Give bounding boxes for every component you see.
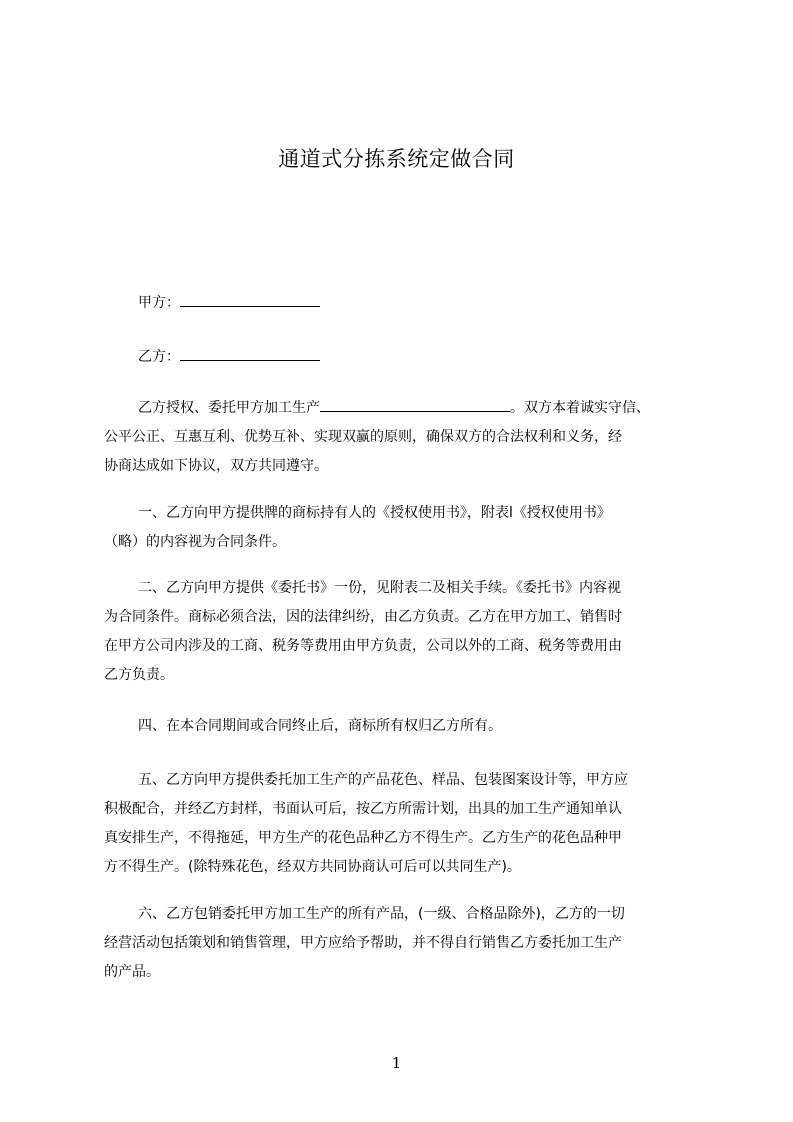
party-b-line [138, 346, 320, 366]
intro-line: 公平公正、互惠互利、优势互补、实现双赢的原则，确保双方的合法权利和义务，经 [104, 429, 622, 445]
clause-4 [104, 712, 694, 741]
clause-line: （略）的内容视为合同条件。 [104, 534, 286, 550]
document-title: 通道式分拣系统定做合同 [278, 147, 515, 171]
clause-line: 积极配合，并经乙方封样，书面认可后，按乙方所需计划，出具的加工生产通知单认 [104, 801, 622, 817]
intro-line1-post: 。双方本着诚实守信、 [510, 400, 650, 416]
clause-line: 为合同条件。商标必须合法，因的法律纠纷，由乙方负责。乙方在甲方加工、销售时 [104, 609, 622, 625]
clause-line: 一、乙方向甲方提供牌的商标持有人的《授权使用书》，附表l《授权使用书》 [138, 505, 611, 521]
clause-2 [104, 574, 694, 690]
party-b-blank [180, 348, 320, 361]
intro-paragraph [104, 394, 694, 481]
party-a-label: 甲方： [138, 295, 180, 311]
product-blank [320, 399, 510, 412]
clause-line: 二、乙方向甲方提供《委托书》一份，见附表二及相关手续。《委托书》内容视 [138, 580, 621, 596]
party-a-line [138, 292, 320, 312]
clause-line: 经营活动包括策划和销售管理，甲方应给予帮助，并不得自行销售乙方委托加工生产 [104, 935, 622, 951]
intro-line1-pre: 乙方授权、委托甲方加工生产 [138, 400, 320, 416]
party-b-label: 乙方： [138, 349, 180, 365]
clause-line: 四、在本合同期间或合同终止后，商标所有权归乙方所有。 [138, 718, 502, 734]
intro-line: 协商达成如下协议，双方共同遵守。 [104, 458, 328, 474]
clause-line: 乙方负责。 [104, 667, 174, 683]
clause-1 [104, 499, 694, 557]
clause-5 [104, 766, 694, 882]
clause-6 [104, 900, 694, 987]
party-a-blank [180, 294, 320, 307]
page-number: 1 [391, 1054, 402, 1072]
clause-line: 方不得生产。(除特殊花色，经双方共同协商认可后可以共同生产)。 [104, 859, 521, 875]
clause-line: 的产品。 [104, 964, 160, 980]
intro-line [104, 394, 694, 423]
clause-line: 真安排生产，不得拖延，甲方生产的花色品种乙方不得生产。乙方生产的花色品种甲 [104, 830, 622, 846]
clause-line: 在甲方公司内涉及的工商、税务等费用由甲方负责，公司以外的工商、税务等费用由 [104, 638, 622, 654]
clause-line: 六、乙方包销委托甲方加工生产的所有产品，(一级、合格品除外)，乙方的一切 [138, 906, 625, 922]
clause-line: 五、乙方向甲方提供委托加工生产的产品花色、样品、包装图案设计等，甲方应 [138, 772, 628, 788]
